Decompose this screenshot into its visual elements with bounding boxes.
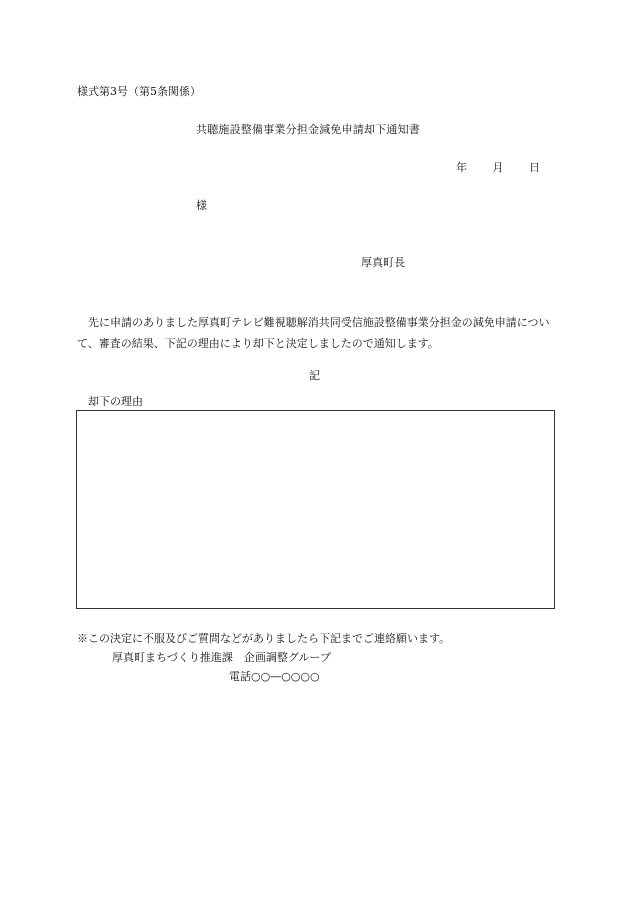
ki-heading: 記: [309, 369, 320, 382]
form-number: 様式第3号（第5条関係）: [77, 85, 201, 98]
contact-department: 厚真町まちづくり推進課 企画調整グループ: [112, 651, 332, 664]
sender-name: 厚真町長: [361, 256, 405, 269]
document-title: 共聴施設整備事業分担金減免申請却下通知書: [196, 123, 420, 136]
date-day-label: 日: [529, 161, 540, 174]
date-month-label: 月: [492, 161, 504, 174]
body-paragraph: 先に申請のありました厚真町テレビ難視聴解消共同受信施設整備事業分担金の減免申請について、審査の結果、下記の理由により却下と決定しましたので通知します。: [77, 316, 550, 350]
contact-phone: 電話○○―○○○○: [229, 670, 320, 683]
date-year-label: 年: [456, 161, 467, 174]
reason-label: 却下の理由: [88, 395, 143, 408]
contact-note: ※この決定に不服及びご質問などがありましたら下記までご連絡願います。: [77, 632, 451, 645]
reason-box: [76, 410, 555, 609]
recipient-suffix: 様: [196, 199, 207, 212]
date-line: [456, 162, 540, 173]
